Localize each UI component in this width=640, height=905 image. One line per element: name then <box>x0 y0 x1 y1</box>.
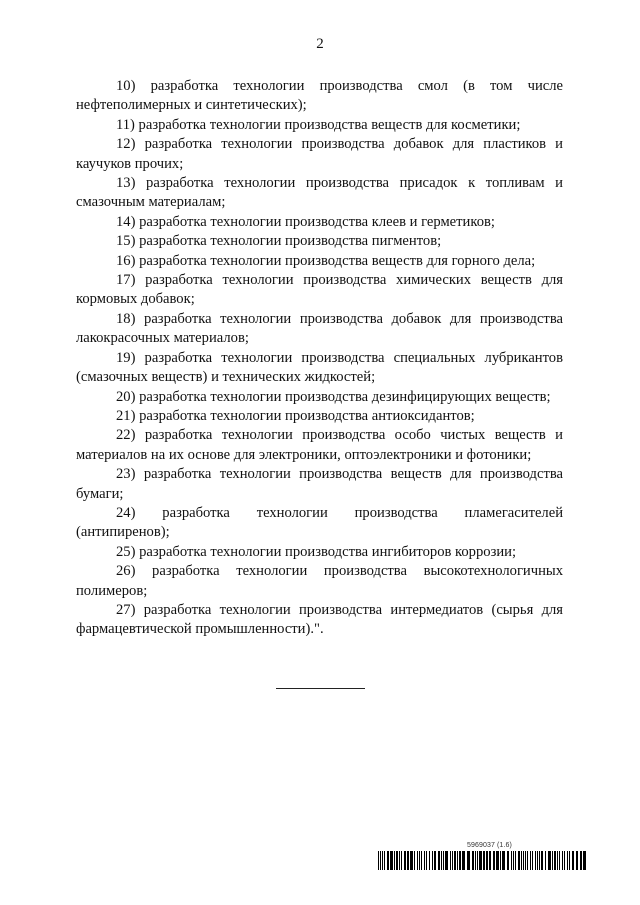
list-item: 15) разработка технологии производства пигментов; <box>116 233 442 250</box>
list-item: 10) разработка технологии производства смол (в том числе нефтеполимерных и синтетических); <box>76 78 563 114</box>
list-item: 14) разработка технологии производства клеев и герметиков; <box>116 213 495 230</box>
list-item: 12) разработка технологии производства добавок для пластиков и каучуков прочих; <box>76 136 563 172</box>
list-item: 24) разработка технологии производства пламегасителей (антипиренов); <box>76 504 563 541</box>
barcode-image <box>378 851 588 870</box>
list-item: 27) разработка технологии производства интермедиатов (сырья для фармацевтической промышленности).". <box>76 601 563 638</box>
list-item: 19) разработка технологии производства специальных лубрикантов (смазочных веществ) и технических жидкостей; <box>76 349 563 386</box>
document-body <box>76 77 563 640</box>
list-item: 22) разработка технологии производства особо чистых веществ и материалов на их основе для электроники, оптоэлектроники и фотоники; <box>76 427 563 463</box>
list-item: 26) разработка технологии производства высокотехнологичных полимеров; <box>76 563 563 599</box>
page-number: 2 <box>316 36 324 52</box>
list-item: 13) разработка технологии производства присадок к топливам и смазочным материалам; <box>76 175 563 211</box>
list-item: 23) разработка технологии производства веществ для производства бумаги; <box>76 466 563 502</box>
end-divider <box>276 688 365 689</box>
list-item: 21) разработка технологии производства антиоксидантов; <box>116 407 475 424</box>
list-item: 16) разработка технологии производства веществ для горного дела; <box>116 252 536 269</box>
list-item: 20) разработка технологии производства дезинфицирующих веществ; <box>116 388 551 405</box>
list-item: 11) разработка технологии производства веществ для косметики; <box>116 116 521 133</box>
list-item: 25) разработка технологии производства ингибиторов коррозии; <box>116 543 517 560</box>
barcode-label: 5969037 (1.6) <box>467 842 512 849</box>
list-item: 18) разработка технологии производства добавок для производства лакокрасочных материалов; <box>76 310 563 347</box>
list-item: 17) разработка технологии производства химических веществ для кормовых добавок; <box>76 272 563 308</box>
